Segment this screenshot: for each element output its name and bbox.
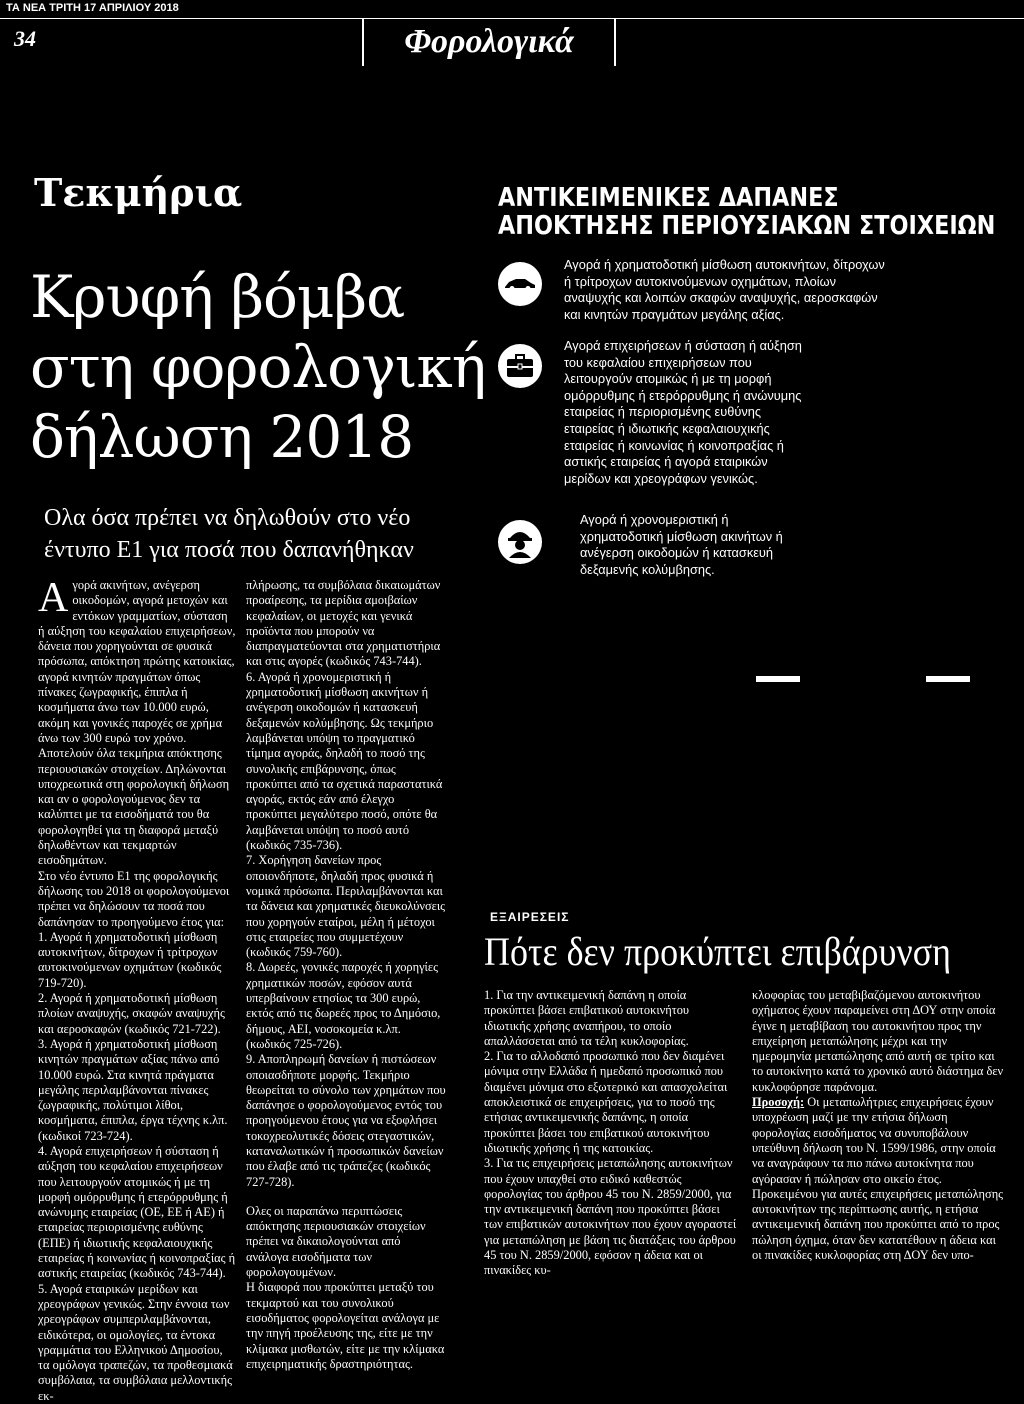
scan-mark [756,676,800,682]
sidebar-item-text: Αγορά ή χρηματοδοτική μίσθωση αυτοκινήτων, δίτροχων ή τρίτροχων αυτοκινούμενων οχημάτων, πλοίων αναψυχής και λοιπών σκαφών αναψυχής, αεροσκαφών και κινητών πραγμάτων μεγάλης αξίας. [564,257,885,322]
body-paragraph: 8. Δωρεές, γονικές παροχές ή χορηγίες χρηματικών ποσών, εφόσον αυτά υπερβαίνουν ετησίως τα 300 ευρώ, εκτός από τις δωρεές προς το Δημόσιο, δήμους, ΑΕΙ, νοσοκομεία κ.λπ. (κωδικός 725-726). [246,960,441,1051]
worker-helmet-icon [498,520,542,564]
sidebar-title-line: ΑΠΟΚΤΗΣΗΣ ΠΕΡΙΟΥΣΙΑΚΩΝ ΣΤΟΙΧΕΙΩΝ [498,211,996,241]
sidebar-title [498,183,996,241]
body-paragraph: 9. Αποπληρωμή δανείων ή πιστώσεων οποιασδήποτε μορφής. Τεκμήριο θεωρείται το σύνολο των χρημάτων που δαπάνησε ο φορολογούμενος εντός του προηγούμενου έτους για να εξοφλήσει τοκοχρεολυτικές δόσεις στεγαστικών, καταναλωτικών ή προσωπικών δανείων που έλαβε από τις τράπεζες (κωδικός 727-728). [246,1052,446,1189]
sidebar-title-line: ΑΝΤΙΚΕΙΜΕΝΙΚΕΣ ΔΑΠΑΝΕΣ [498,183,839,213]
body-paragraph: Ολες οι παραπάνω περιπτώσεις απόκτησης περιουσιακών στοιχείων πρέπει να δικαιολογούνται από ανάλογα εισοδήματα των φορολογουμένων. [246,1203,426,1280]
body-paragraph: 7. Χορήγηση δανείων προς οποιονδήποτε, δηλαδή προς φυσικά ή νομικά πρόσωπα. Περιλαμβάνονται και τα δάνεια και χρηματικές διευκολύνσεις που χορηγούν εταίροι, μέλη ή μέτοχοι στις εταιρείες που συμμετέχουν (κωδικός 759-760). [246,853,446,960]
warning-label: Προσοχή: [752,1095,805,1110]
briefcase-icon [498,344,542,388]
body-paragraph: 5. Αγορά εταιρικών μερίδων και χρεογράφων γενικώς. Στην έννοια των χρεογράφων συμπεριλαμβάνονται, ειδικότερα, οι ομολογίες, τα έντοκα γραμμάτια του Ελληνικού Δημοσίου, τα ομόλογα τραπεζών, τα προθεσμιακά συμβόλαια, τα συμβόλαια μελλοντικής εκ- [38,1281,233,1403]
article-kicker: Τεκμήρια [34,170,243,215]
body-paragraph: 2. Αγορά ή χρηματοδοτική μίσθωση πλοίων αναψυχής, σκαφών αναψυχής και αεροσκαφών (κωδικός 721-722). [38,991,225,1036]
body-paragraph: 6. Αγορά ή χρονομεριστική ή χρηματοδοτική μίσθωση ακινήτων ή ανέγερση οικοδομών ή κατασκευή δεξαμενών κολύμβησης. Ως τεκμήριο λαμβάνεται υπόψη το πραγματικό τίμημα αγοράς, δηλαδή το ποσό της συνολικής επιβάρυνσης, όπως προκύπτει από τα σχετικά παραστατικά αγοράς, εκτός εάν από έλεγχο προκύπτει μεγαλύτερο ποσό, οπότε θα λαμβάνεται υπόψη το ποσό αυτό (κωδικός 735-736). [246,669,443,853]
body-paragraph: Αγορά ακινήτων, ανέγερση οικοδομών, αγορά μετοχών και εντόκων γραμματίων, σύσταση ή αύξηση του κεφαλαίου επιχειρήσεων, δάνεια που χορηγούνται σε φυσικά πρόσωπα, απόκτηση πρώτης κατοικίας, αγορά κινητών πραγμάτων όπως πίνακες ζωγραφικής, έπιπλα ή κοσμήματα άνω των 10.000 ευρώ, ακόμη και γονικές παροχές σε χρήμα άνω των 300 ευρώ τον χρόνο. Αποτελούν όλα τεκμήρια απόκτησης περιουσιακών στοιχείων. Δηλώνονται υποχρεωτικά στη φορολογική δήλωση και αν ο φορολογούμενος δεν τα καλύπτει με τα εισοδήματά του θα φορολογηθεί για τη διαφορά μεταξύ δηλωθέντων και τεκμαρτών εισοδημάτων. [38,575,236,868]
headline-line: Κρυφή βόμβα [30,263,405,331]
body-paragraph: 3. Αγορά ή χρηματοδοτική μίσθωση κινητών πραγμάτων αξίας πάνω από 10.000 ευρώ. Στα κινητά πράγματα μεγάλης περιλαμβάνονται πίνακες ζωγραφικής, πολύτιμοι λίθοι, κοσμήματα, έπιπλα, έργα τέχνης κ.λπ. (κωδικοί 723-724). [38,1036,228,1143]
newspaper-date: ΤΑ ΝΕΑ ΤΡΙΤΗ 17 ΑΠΡΙΛΙΟΥ 2018 [6,2,179,14]
sidebar-item-text: Αγορά επιχειρήσεων ή σύσταση ή αύξηση του κεφαλαίου επιχειρήσεων που λειτουργούν ατομικώς ή με τη μορφή ομόρρυθμης ή ετερόρρυθμης ή ανώνυμης εταιρείας ή περιορισμένης ευθύνης εταιρείας ή ιδιωτικής κεφαλαιουχικής εταιρείας ή κοινωνίας ή κοινοπραξίας ή αστικής εταιρείας ή αγορά εταιρικών μερίδων και χρεογράφων γενικώς. [564,338,802,486]
body-paragraph: κλοφορίας του μεταβιβαζόμενου αυτοκινήτου οχήματος έχουν παραμείνει στη ΔΟΥ στην οποία έγινε η μεταβίβαση του αυτοκινήτου προς την επιχείρηση μεταπώλησης μέχρι και την ημερομηνία μεταπώλησης από αυτή σε τρίτο και το αυτοκίνητο κατά το χρονικό αυτό διάστημα δεν κυκλοφόρησε παράνομα. [752,988,1004,1094]
headline-line: δήλωση 2018 [30,403,414,471]
article-column-2 [246,578,446,1372]
exceptions-column-1 [484,988,738,1279]
body-paragraph: 3. Για τις επιχειρήσεις μεταπώλησης αυτοκινήτων που έχουν υπαχθεί στο ειδικό καθεστώς φορολογίας του άρθρου 45 του Ν. 2859/2000, για την αντικειμενική δαπάνη που προκύπτει βάσει των επιβατικών αυτοκινήτων που έχουν αγοραστεί για μεταπώληση με βάση τις διατάξεις του άρθρου 45 του Ν. 2859/2000, εφόσον η άδεια και οι πινακίδες κυ- [484,1156,737,1278]
page-number: 34 [14,26,36,51]
article-subtitle: Ολα όσα πρέπει να δηλωθούν στο νέο έντυπο Ε1 για ποσά που δαπανήθηκαν [44,505,414,563]
sidebar-item-text: Αγορά ή χρονομεριστική ή χρηματοδοτική μίσθωση ακινήτων ή ανέγερση οικοδομών ή κατασκευή δεξαμενής κολύμβησης. [580,512,783,577]
body-paragraph: Στο νέο έντυπο Ε1 της φορολογικής δήλωσης του 2018 οι φορολογούμενοι πρέπει να δηλώσουν τα ποσά που δαπάνησαν το προηγούμενο έτος για: [38,868,230,929]
exceptions-column-2 [752,988,1006,1263]
body-paragraph: 1. Για την αντικειμενική δαπάνη η οποία προκύπτει βάσει επιβατικού αυτοκινήτου ιδιωτικής χρήσης αναπήρου, το οποίο απαλλάσσεται από τα τέλη κυκλοφορίας. [484,988,690,1048]
newspaper-top-bar [0,0,1024,19]
section-title: Φορολογικά [362,18,616,66]
article-headline [30,262,486,472]
scan-mark [926,676,970,682]
body-paragraph: Προσοχή: Οι μεταπωλήτριες επιχειρήσεις έχουν υποχρέωση μαζί με την ετήσια δήλωση φορολογίας εισοδήματος να συνυποβάλουν υπεύθυνη δήλωση του Ν. 1599/1986, στην οποία να αναγράφουν τα πιο πάνω αυτοκίνητα που αγόρασαν ή πώλησαν στο οικείο έτος. [752,1095,996,1186]
article-column-1 [38,575,236,1404]
body-paragraph: 2. Για το αλλοδαπό προσωπικό που δεν διαμένει μόνιμα στην Ελλάδα ή ημεδαπό προσωπικό που διαμένει μόνιμα στο εξωτερικό και απασχολείται αποκλειστικά σε επιχειρήσεις, για το ποσό της ετήσιας αντικειμενικής δαπάνης, η οποία προκύπτει βάσει του επιβατικού αυτοκινήτου ιδιωτικής χρήσης ή της κατοικίας. [484,1049,728,1155]
car-icon [498,262,542,306]
body-paragraph: 1. Αγορά ή χρηματοδοτική μίσθωση αυτοκινήτων, δίτροχων ή τρίτροχων αυτοκινούμενων οχημάτων (κωδικός 719-720). [38,929,222,990]
exceptions-label: ΕΞΑΙΡΕΣΕΙΣ [490,910,570,924]
headline-line: στη φορολογική [30,333,486,401]
body-paragraph: 4. Αγορά επιχειρήσεων ή σύσταση ή αύξηση του κεφαλαίου επιχειρήσεων που λειτουργούν ατομικώς ή με τη μορφή ομόρρυθμης ή ετερόρρυθμης ή ανώνυμης εταιρείας (ΟΕ, ΕΕ ή ΑΕ) ή εταιρείας περιορισμένης ευθύνης (ΕΠΕ) ή ιδιωτικής κεφαλαιουχικής εταιρείας ή κοινωνίας ή κοινοπραξίας ή αστικής εταιρείας (κωδικός 743-744). [38,1143,236,1281]
body-paragraph: Η διαφορά που προκύπτει μεταξύ του τεκμαρτού και του συνολικού εισοδήματος φορολογείται ανάλογα με την πηγή προέλευσης της, είτε με την κλίμακα μισθωτών, είτε με την κλίμακα επιχειρηματικής δραστηριότητας. [246,1280,445,1371]
body-paragraph: πλήρωσης, τα συμβόλαια δικαιωμάτων προαίρεσης, τα μερίδια αμοιβαίων κεφαλαίων, οι μετοχές και γενικά προϊόντα που μπορούν να διαπραγματεύονται στα χρηματιστήρια και στις αγορές (κωδικός 743-744). [246,578,441,669]
exceptions-title: Πότε δεν προκύπτει επιβάρυνση [484,929,951,974]
body-paragraph: Προκειμένου για αυτές επιχειρήσεις μεταπώλησης αυτοκινήτων της περίπτωσης αυτής, η ετήσια αντικειμενική δαπάνη που προκύπτει από το προς πώληση όχημα, όταν δεν κατατέθουν η άδεια και οι πινακίδες κυκλοφορίας στη ΔΟΥ δεν υπο- [752,1186,1004,1263]
drop-cap: Α [38,575,69,621]
